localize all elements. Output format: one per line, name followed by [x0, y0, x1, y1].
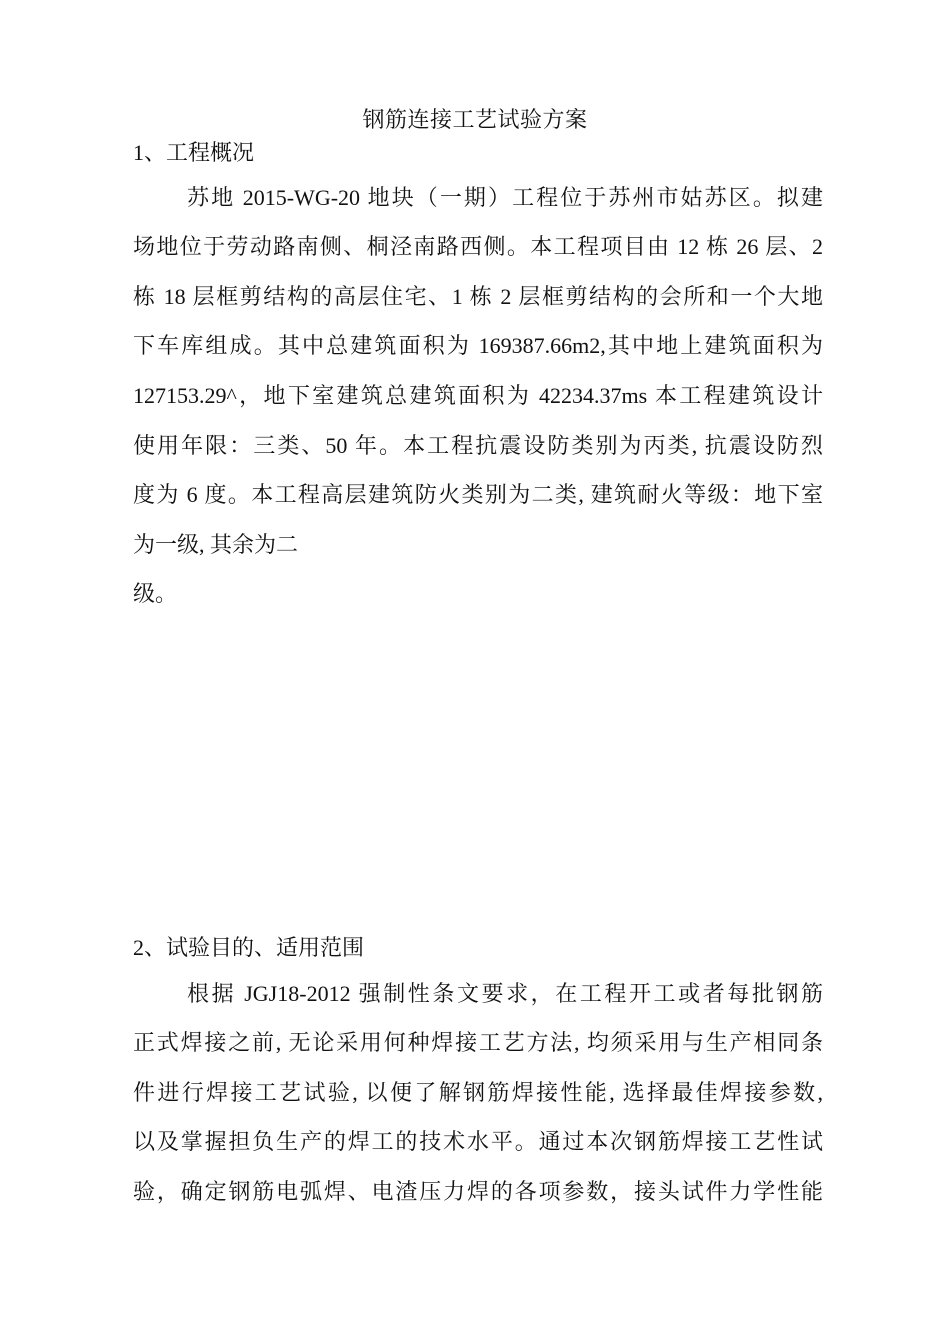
paragraph-line: 验，确定钢筋电弧焊、电渣压力焊的各项参数，接头试件力学性能: [133, 1179, 823, 1204]
paragraph-line: 度为 6 度。本工程高层建筑防火类别为二类, 建筑耐火等级：地下室: [133, 482, 823, 507]
paragraph-line: 使用年限：三类、50 年。本工程抗震设防类别为丙类, 抗震设防烈: [133, 433, 823, 458]
section-heading-purpose: 2、试验目的、适用范围: [133, 935, 365, 960]
paragraph-line: 正式焊接之前, 无论采用何种焊接工艺方法, 均须采用与生产相同条: [133, 1030, 823, 1055]
paragraph-line: 苏地 2015-WG-20 地块（一期）工程位于苏州市姑苏区。拟建: [187, 185, 823, 210]
section-heading-overview: 1、工程概况: [133, 140, 255, 165]
paragraph-line: 件进行焊接工艺试验, 以便了解钢筋焊接性能, 选择最佳焊接参数,: [133, 1080, 823, 1105]
document-title: 钢筋连接工艺试验方案: [362, 107, 588, 132]
paragraph-line: 级。: [133, 581, 178, 606]
paragraph-line: 127153.29^，地下室建筑总建筑面积为 42234.37ms 本工程建筑设计: [133, 383, 823, 408]
paragraph-line: 下车库组成。其中总建筑面积为 169387.66m2,其中地上建筑面积为: [133, 333, 823, 358]
paragraph-line: 场地位于劳动路南侧、桐泾南路西侧。本工程项目由 12 栋 26 层、2: [133, 234, 823, 259]
paragraph-line: 栋 18 层框剪结构的高层住宅、1 栋 2 层框剪结构的会所和一个大地: [133, 284, 823, 309]
paragraph-line: 为一级, 其余为二: [133, 532, 299, 557]
paragraph-line: 以及掌握担负生产的焊工的技术水平。通过本次钢筋焊接工艺性试: [133, 1129, 823, 1154]
paragraph-line: 根据 JGJ18-2012 强制性条文要求，在工程开工或者每批钢筋: [187, 981, 823, 1006]
